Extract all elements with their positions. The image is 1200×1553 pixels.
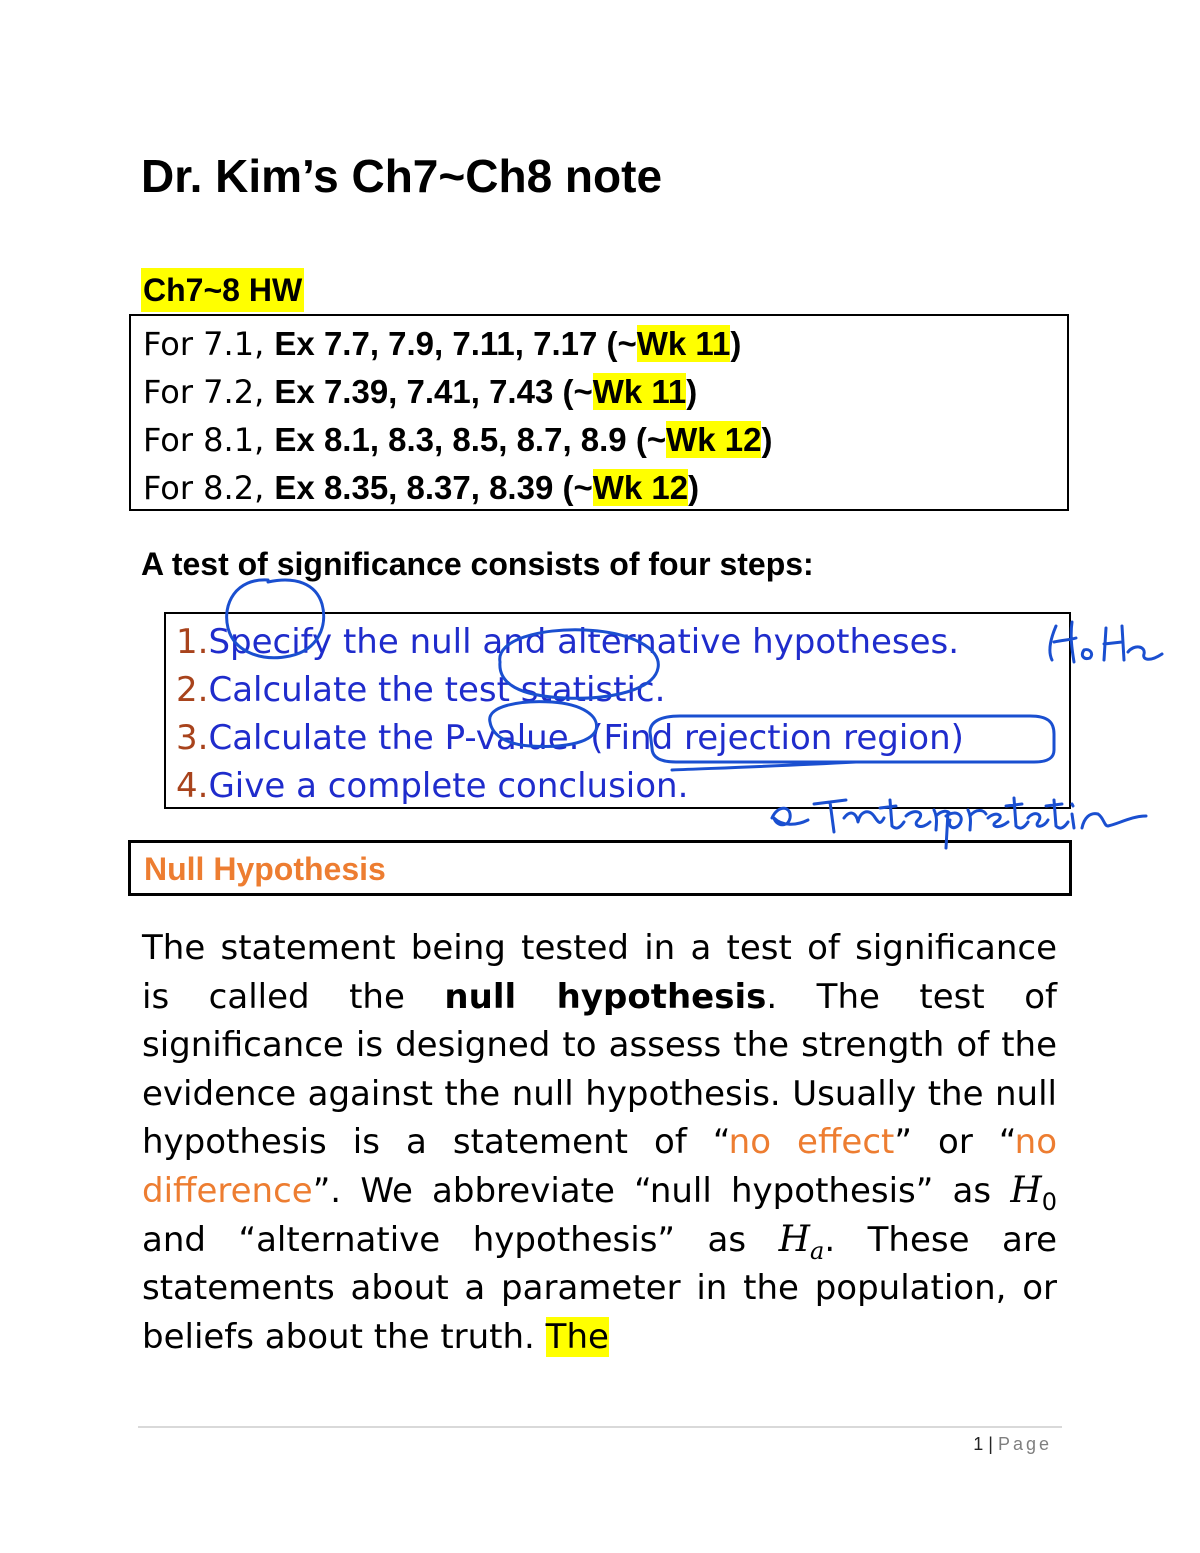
text-run: ” or “ xyxy=(894,1122,1015,1163)
homework-row xyxy=(143,464,699,512)
section-heading-box xyxy=(128,840,1072,896)
text-run: and “alternative hypothesis” as xyxy=(142,1219,779,1260)
section-heading: Null Hypothesis xyxy=(144,851,386,887)
homework-exercises: Ex 7.7, 7.9, 7.11, 7.17 (~ xyxy=(274,325,637,362)
step-text: Calculate the test statistic. xyxy=(208,670,666,710)
homework-week: Wk 12 xyxy=(666,421,762,458)
homework-row xyxy=(143,320,741,368)
step-text: Give a complete conclusion. xyxy=(208,766,689,806)
homework-section: For 7.2, xyxy=(143,373,265,411)
homework-section: For 8.2, xyxy=(143,469,265,507)
text-run: The statement being tested in a test of significance is called the xyxy=(142,928,1057,1017)
homework-box xyxy=(129,314,1069,511)
homework-label: Ch7~8 HW xyxy=(141,268,304,312)
text-run: . The test of significance is designed to assess the strength of the evidence against the null hypothesis. Usually the null hypothesis is a statement of “ xyxy=(142,976,1057,1163)
math-symbol: H xyxy=(1010,1169,1042,1211)
footer-separator: | xyxy=(983,1434,998,1454)
homework-week: Wk 12 xyxy=(592,469,689,506)
step-number: 2. xyxy=(176,670,209,710)
step-number: 4. xyxy=(176,766,209,806)
footer-divider xyxy=(138,1426,1062,1428)
emphasis-text: no difference xyxy=(142,1122,1057,1211)
body-paragraph xyxy=(142,924,1057,1361)
step-item xyxy=(176,714,964,762)
steps-box xyxy=(164,612,1071,809)
step-item xyxy=(176,762,688,810)
homework-close: ) xyxy=(688,469,700,506)
step-number: 3. xyxy=(176,718,209,758)
text-run: . These are statements about a parameter in the population, or beliefs about the truth. xyxy=(142,1219,1057,1357)
math-symbol: H xyxy=(778,1218,811,1260)
page-title: Dr. Kim’s Ch7~Ch8 note xyxy=(141,150,663,202)
homework-section: For 7.1, xyxy=(143,325,265,363)
homework-row xyxy=(143,368,697,416)
homework-exercises: Ex 8.1, 8.3, 8.5, 8.7, 8.9 (~ xyxy=(274,421,667,458)
emphasis-text: no effect xyxy=(728,1122,895,1163)
homework-close: ) xyxy=(686,373,698,410)
step-item xyxy=(176,618,959,666)
text-run: ”. We abbreviate “null hypothesis” as xyxy=(312,1170,1011,1211)
math-subscript: 0 xyxy=(1041,1187,1057,1216)
homework-week: Wk 11 xyxy=(592,373,687,410)
homework-section: For 8.1, xyxy=(143,421,265,459)
page-footer xyxy=(900,1430,1052,1458)
bold-term: null hypothesis xyxy=(444,976,767,1017)
step-text: Calculate the P-value. (Find rejection region) xyxy=(208,718,964,758)
homework-close: ) xyxy=(761,421,773,458)
page-number: 1 xyxy=(973,1434,984,1454)
step-number: 1. xyxy=(176,622,209,662)
homework-row xyxy=(143,416,772,464)
highlighted-text: The xyxy=(545,1316,609,1357)
homework-week: Wk 11 xyxy=(636,325,731,362)
page-label: Page xyxy=(997,1434,1052,1454)
homework-close: ) xyxy=(730,325,742,362)
step-item xyxy=(176,666,665,714)
steps-heading: A test of significance consists of four steps: xyxy=(141,546,814,582)
step-text: Specify the null and alternative hypotheses. xyxy=(208,622,960,662)
homework-exercises: Ex 7.39, 7.41, 7.43 (~ xyxy=(274,373,593,410)
math-subscript: a xyxy=(810,1236,825,1265)
homework-exercises: Ex 8.35, 8.37, 8.39 (~ xyxy=(274,469,593,506)
